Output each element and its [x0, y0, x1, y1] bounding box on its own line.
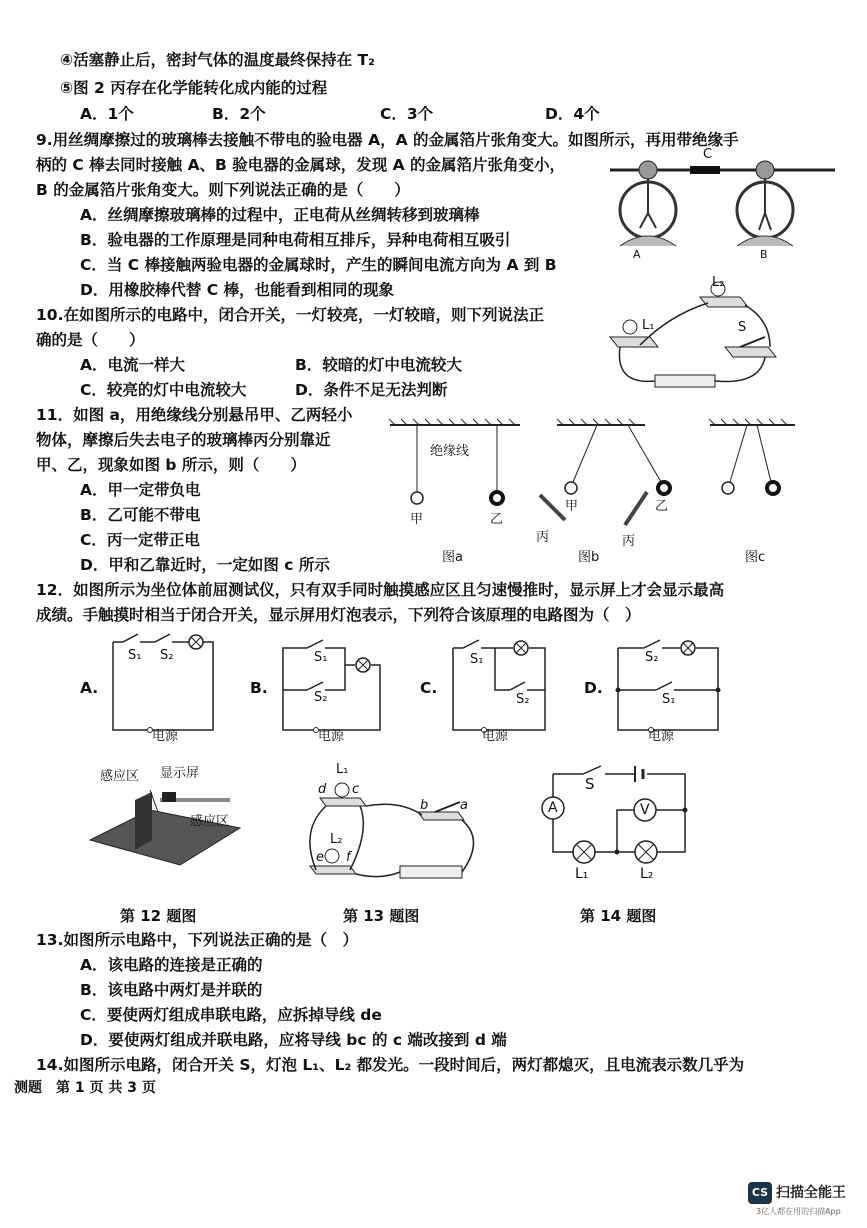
q9-option-a: A．丝绸摩擦玻璃棒的过程中，正电荷从丝绸转移到玻璃棒 [80, 206, 480, 224]
fig13-f: f [346, 850, 351, 865]
fig14-caption: 第 14 题图 [580, 907, 657, 925]
fig13-a: a [460, 798, 468, 813]
fig14-l2: L₂ [640, 866, 654, 882]
q11-fig-jia-b: 甲 [565, 499, 579, 514]
q10-option-a: A．电流一样大 [80, 356, 185, 374]
fig13-l2: L₂ [330, 832, 343, 847]
q13-option-a: A．该电路的连接是正确的 [80, 956, 263, 974]
q10-option-b: B．较暗的灯中电流较大 [295, 356, 462, 374]
q9-fig-label-b: B [760, 248, 768, 261]
q14-stem: 14.如图所示电路，闭合开关 S，灯泡 L₁、L₂ 都发光。一段时间后，两灯都熄灭，且电流表示数几乎为 [36, 1056, 745, 1074]
q8-option-a: A．1个 [80, 105, 134, 123]
q11-fig-c-caption: 图c [745, 550, 766, 565]
q13-option-b: B．该电路中两灯是并联的 [80, 981, 263, 999]
fig12-label-screen: 显示屏 [160, 766, 200, 781]
q10-fig-l2: L₂ [712, 275, 725, 290]
q11-fig-b-caption: 图b [578, 550, 600, 565]
q12-label-d: D. [584, 679, 603, 697]
q11-option-a: A．甲一定带负电 [80, 481, 201, 499]
q12b-s1: S₁ [314, 650, 328, 665]
q11-option-c: C．丙一定带正电 [80, 531, 200, 549]
q8-option-c: C．3个 [380, 105, 434, 123]
q12-label-b: B. [250, 679, 268, 697]
fig13-c: c [352, 782, 360, 797]
fig13-circuit-photo [300, 770, 480, 890]
q10-fig-l1: L₁ [642, 318, 655, 333]
q12d-s2: S₂ [645, 650, 659, 665]
q10-option-c: C．较亮的灯中电流较大 [80, 381, 247, 399]
q10-fig-s: S [738, 320, 747, 335]
scanner-watermark [748, 1180, 858, 1220]
q11-fig-yi-b: 乙 [655, 499, 669, 514]
camscanner-logo-icon: CS [748, 1182, 772, 1204]
q12-circuit-c [445, 630, 565, 740]
q12-label-a: A. [80, 679, 99, 697]
q12-stem-1: 12．如图所示为坐位体前屈测试仪，只有双手同时触摸感应区且匀速慢推时，显示屏上才会显示最高 [36, 581, 725, 599]
fig12-label-sensor: 感应区 [100, 769, 140, 784]
fig14-ammeter: A [548, 800, 558, 816]
q9-stem-3: B 的金属箔片张角变大。则下列说法正确的是（ ） [36, 181, 410, 199]
q10-option-d: D．条件不足无法判断 [295, 381, 448, 399]
q11-fig-bing-1: 丙 [536, 530, 550, 545]
q12a-power: 电源 [152, 729, 179, 744]
q11-fig-jia: 甲 [410, 512, 424, 527]
fig14-circuit [535, 762, 695, 882]
q12d-power: 电源 [648, 729, 675, 744]
q12b-power: 电源 [318, 729, 345, 744]
q13-option-d: D．要使两灯组成并联电路，应将导线 bc 的 c 端改接到 d 端 [80, 1031, 507, 1049]
q12-stem-2: 成绩。手触摸时相当于闭合开关，显示屏用灯泡表示，下列符合该原理的电路图为（ ） [36, 606, 641, 624]
q12b-s2: S₂ [314, 690, 328, 705]
q8-option-b: B．2个 [212, 105, 266, 123]
fig13-d: d [318, 782, 327, 797]
q11-suspension-figure [385, 420, 805, 530]
q9-option-b: B．验电器的工作原理是同种电荷相互排斥，异种电荷相互吸引 [80, 231, 511, 249]
q13-stem: 13.如图所示电路中，下列说法正确的是（ ） [36, 931, 358, 949]
fig14-l1: L₁ [575, 866, 589, 882]
fig13-l1: L₁ [336, 762, 349, 777]
q11-stem-3: 甲、乙，现象如图 b 所示，则（ ） [36, 456, 306, 474]
q10-stem-2: 确的是（ ） [36, 331, 145, 349]
q11-fig-yi: 乙 [490, 512, 504, 527]
q12c-s1: S₁ [470, 652, 484, 667]
q12-circuit-d [610, 630, 730, 740]
q11-option-d: D．甲和乙靠近时，一定如图 c 所示 [80, 556, 330, 574]
q9-option-c: C．当 C 棒接触两验电器的金属球时，产生的瞬间电流方向为 A 到 B [80, 256, 557, 274]
q11-fig-a-caption: 图a [442, 550, 463, 565]
fig13-e: e [316, 850, 324, 865]
q10-stem-1: 10.在如图所示的电路中，闭合开关，一灯较亮，一灯较暗，则下列说法正 [36, 306, 544, 324]
watermark-subtitle: 3亿人都在用的扫描App [756, 1207, 841, 1216]
q9-option-d: D．用橡胶棒代替 C 棒，也能看到相同的现象 [80, 281, 395, 299]
page-footer: 测题 第 1 页 共 3 页 [14, 1080, 156, 1096]
q11-fig-bing-2: 丙 [622, 534, 636, 549]
q12d-s1: S₁ [662, 692, 676, 707]
q12c-s2: S₂ [516, 692, 530, 707]
fig13-b: b [420, 798, 429, 813]
q9-stem-1: 9.用丝绸摩擦过的玻璃棒去接触不带电的验电器 A，A 的金属箔片张角变大。如图所示，再用带绝缘手 [36, 131, 739, 149]
q13-option-c: C．要使两灯组成串联电路，应拆掉导线 de [80, 1006, 382, 1024]
q12-circuit-a [105, 630, 225, 740]
fig13-caption: 第 13 题图 [343, 907, 420, 925]
q8-option-d: D．4个 [545, 105, 600, 123]
q11-stem-2: 物体，摩擦后失去电子的玻璃棒丙分别靠近 [36, 431, 331, 449]
q12-label-c: C. [420, 679, 438, 697]
q11-fig-thread: 绝缘线 [430, 444, 470, 459]
fig12-label-sensor-2: 感应区 [190, 814, 230, 829]
q9-fig-label-a: A [633, 248, 641, 261]
q12c-power: 电源 [482, 729, 509, 744]
q12a-s1: S₁ [128, 648, 142, 663]
fig14-voltmeter: V [640, 802, 650, 818]
q12-circuit-b [275, 630, 395, 740]
watermark-title: 扫描全能王 [776, 1185, 846, 1201]
q11-option-b: B．乙可能不带电 [80, 506, 201, 524]
q8-statement-4: ④活塞静止后，密封气体的温度最终保持在 T₂ [60, 51, 375, 69]
q9-stem-2: 柄的 C 棒去同时接触 A、B 验电器的金属球，发现 A 的金属箔片张角变小， [36, 156, 566, 174]
fig14-s: S [585, 775, 595, 793]
q11-stem-1: 11．如图 a，用绝缘线分别悬吊甲、乙两轻小 [36, 406, 353, 424]
q12a-s2: S₂ [160, 648, 174, 663]
q8-statement-5: ⑤图 2 丙存在化学能转化成内能的过程 [60, 79, 328, 97]
q10-circuit-figure [600, 275, 800, 395]
fig12-caption: 第 12 题图 [120, 907, 197, 925]
q9-fig-label-c: C [703, 147, 713, 162]
